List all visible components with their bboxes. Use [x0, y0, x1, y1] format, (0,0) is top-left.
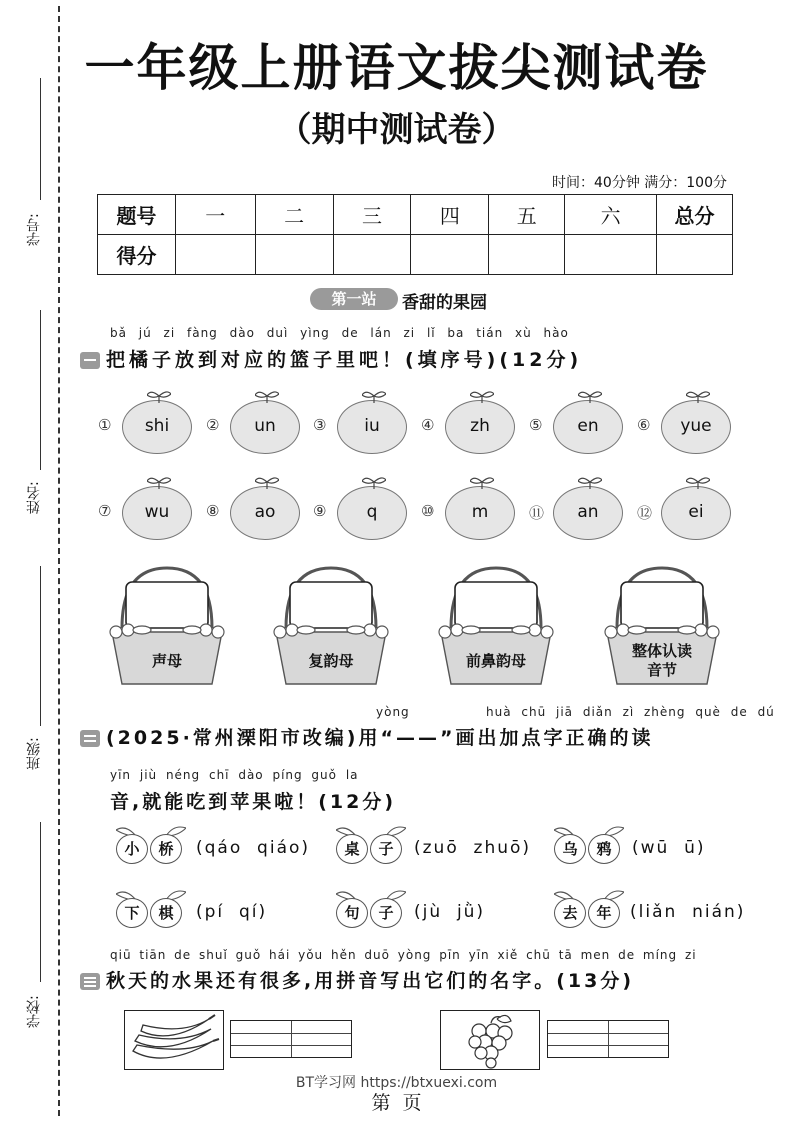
orange-card[interactable] [553, 400, 623, 454]
orange-card[interactable] [337, 400, 407, 454]
apple-char: 乌 [554, 834, 586, 864]
score-input-cell[interactable] [657, 235, 733, 275]
score-input-cell[interactable] [411, 235, 489, 275]
orange-number: ⑧ [206, 502, 220, 520]
orange-card[interactable] [445, 486, 515, 540]
basket[interactable] [437, 566, 555, 688]
orange-number: ⑫ [637, 504, 653, 522]
basket[interactable] [108, 566, 226, 688]
orange-pinyin: m [471, 502, 489, 522]
margin-label-school: 学校: [26, 995, 42, 1029]
q3-heading [80, 966, 634, 993]
orange-number: ⑨ [313, 502, 327, 520]
orange-leaf-icon [578, 389, 602, 403]
apple-char: 下 [116, 898, 148, 928]
orange-leaf-icon [686, 475, 710, 489]
orange-card[interactable] [661, 486, 731, 540]
section-two-icon [80, 730, 100, 747]
score-input-cell[interactable] [565, 235, 657, 275]
basket[interactable] [272, 566, 390, 688]
score-input-cell[interactable] [175, 235, 255, 275]
orange-number: ② [206, 416, 220, 434]
orange-number: ⑤ [529, 416, 543, 434]
q1-heading [80, 345, 582, 372]
orange-card[interactable] [122, 400, 192, 454]
section-three-icon [80, 973, 100, 990]
score-header-cell: 四 [411, 195, 489, 235]
page-number-label: 第 页 [371, 1092, 422, 1114]
station-name: 香甜的果园 [402, 293, 487, 313]
q2-pinyin-yong: yòng [376, 705, 410, 719]
orange-pinyin: shi [144, 416, 170, 436]
word-pair [330, 828, 410, 868]
word-pair [548, 892, 628, 932]
orange-pinyin: zh [470, 416, 490, 436]
orange-pinyin: ei [688, 502, 704, 522]
binding-dashed-line [58, 6, 60, 1116]
orange-leaf-icon [470, 389, 494, 403]
apple-char: 桌 [336, 834, 368, 864]
score-input-cell[interactable] [255, 235, 333, 275]
pinyin-choice[interactable]: (wū ū) [632, 838, 706, 858]
score-header-cell: 一 [175, 195, 255, 235]
orange-pinyin: wu [144, 502, 170, 522]
q1-text: 把橘子放到对应的篮子里吧！(填序号)(12分) [106, 349, 583, 371]
apple-char: 鸦 [588, 834, 620, 864]
apple-char: 去 [554, 898, 586, 928]
score-input-cell[interactable] [489, 235, 565, 275]
basket-label: 整体认读 音节 [631, 642, 692, 679]
margin-line-school [40, 822, 41, 982]
page-title: 一年级上册语文拔尖测试卷 [84, 39, 709, 97]
orange-number: ⑦ [98, 502, 112, 520]
orange-leaf-icon [470, 475, 494, 489]
orange-leaf-icon [255, 475, 279, 489]
banana-picture [124, 1010, 224, 1070]
orange-card[interactable] [230, 486, 300, 540]
basket-label: 声母 [151, 652, 182, 670]
orange-number: ⑩ [421, 502, 435, 520]
word-pair [330, 892, 410, 932]
orange-pinyin: an [577, 502, 599, 522]
page-subtitle: （期中测试卷） [277, 110, 516, 150]
orange-leaf-icon [255, 389, 279, 403]
grape-answer-box[interactable] [547, 1020, 669, 1058]
score-header-cell: 题号 [98, 195, 176, 235]
orange-leaf-icon [578, 475, 602, 489]
orange-number: ⑥ [637, 416, 651, 434]
score-header-cell: 二 [255, 195, 333, 235]
orange-number: ⑪ [529, 504, 545, 522]
apple-char: 桥 [150, 834, 182, 864]
q2-text-line2: 音,就能吃到苹果啦！(12分) [110, 791, 397, 813]
margin-label-name: 姓名: [26, 481, 42, 515]
basket[interactable] [603, 566, 721, 688]
grape-icon [441, 1011, 539, 1069]
pinyin-choice[interactable]: (jù jǜ) [414, 902, 486, 922]
section-one-icon [80, 352, 100, 369]
margin-label-id: 学号: [26, 213, 42, 247]
orange-number: ③ [313, 416, 327, 434]
score-table-score-row [98, 235, 733, 275]
apple-char: 子 [370, 898, 402, 928]
basket-label: 前鼻韵母 [465, 652, 526, 670]
q1-pinyin: bǎ jú zi fàng dào duì yìng de lán zi lǐ ba tián xù hào [110, 326, 569, 340]
score-row-label: 得分 [98, 235, 176, 275]
orange-card[interactable] [337, 486, 407, 540]
orange-leaf-icon [686, 389, 710, 403]
exam-info: 时间：40分钟 满分：100分 [552, 175, 727, 191]
score-table [97, 194, 733, 275]
score-header-cell: 六 [565, 195, 657, 235]
banana-icon [125, 1011, 223, 1069]
orange-pinyin: q [366, 502, 378, 522]
orange-leaf-icon [362, 475, 386, 489]
score-input-cell[interactable] [333, 235, 411, 275]
margin-label-class: 班级: [26, 737, 42, 771]
orange-leaf-icon [362, 389, 386, 403]
orange-leaf-icon [147, 475, 171, 489]
orange-pinyin: en [577, 416, 599, 436]
orange-pinyin: un [254, 416, 276, 436]
q2-text-line1: (2025·常州溧阳市改编)用“——”画出加点字正确的读 [106, 727, 654, 749]
score-header-cell: 总分 [657, 195, 733, 235]
margin-line-class [40, 566, 41, 726]
station-badge: 第一站 [310, 288, 398, 310]
q2-pinyin-line1: huà chū jiā diǎn zì zhèng què de dú [486, 705, 775, 719]
apple-char: 棋 [150, 898, 182, 928]
basket-label: 复韵母 [308, 652, 354, 670]
orange-card[interactable] [122, 486, 192, 540]
orange-pinyin: yue [680, 416, 712, 436]
margin-line-name [40, 310, 41, 470]
word-pair [110, 828, 190, 868]
banana-answer-box[interactable] [230, 1020, 352, 1058]
apple-char: 句 [336, 898, 368, 928]
orange-pinyin: iu [364, 416, 380, 436]
apple-char: 年 [588, 898, 620, 928]
pinyin-choice[interactable]: (pí qí) [196, 902, 268, 922]
pinyin-choice[interactable]: (zuō zhuō) [414, 838, 532, 858]
orange-pinyin: ao [254, 502, 276, 522]
orange-leaf-icon [147, 389, 171, 403]
orange-card[interactable] [230, 400, 300, 454]
score-header-cell: 三 [333, 195, 411, 235]
score-header-cell: 五 [489, 195, 565, 235]
orange-card[interactable] [553, 486, 623, 540]
q3-pinyin: qiū tiān de shuǐ guǒ hái yǒu hěn duō yòng pīn yīn xiě chū tā men de míng zi [110, 948, 697, 962]
grape-picture [440, 1010, 540, 1070]
word-pair [548, 828, 628, 868]
orange-card[interactable] [661, 400, 731, 454]
apple-char: 小 [116, 834, 148, 864]
orange-number: ① [98, 416, 112, 434]
station-banner [310, 286, 522, 312]
q2-pinyin-line2: yīn jiù néng chī dào píng guǒ la [110, 768, 359, 782]
watermark: BT学习网 https://btxuexi.com [295, 1075, 498, 1091]
pinyin-choice[interactable]: (liǎn nián) [630, 902, 746, 922]
q2-heading [80, 723, 653, 750]
word-pair [110, 892, 190, 932]
q3-text: 秋天的水果还有很多,用拼音写出它们的名字。(13分) [106, 970, 635, 992]
orange-number: ④ [421, 416, 435, 434]
apple-char: 子 [370, 834, 402, 864]
score-table-header-row [98, 195, 733, 235]
orange-card[interactable] [445, 400, 515, 454]
pinyin-choice[interactable]: (qáo qiáo) [196, 838, 311, 858]
